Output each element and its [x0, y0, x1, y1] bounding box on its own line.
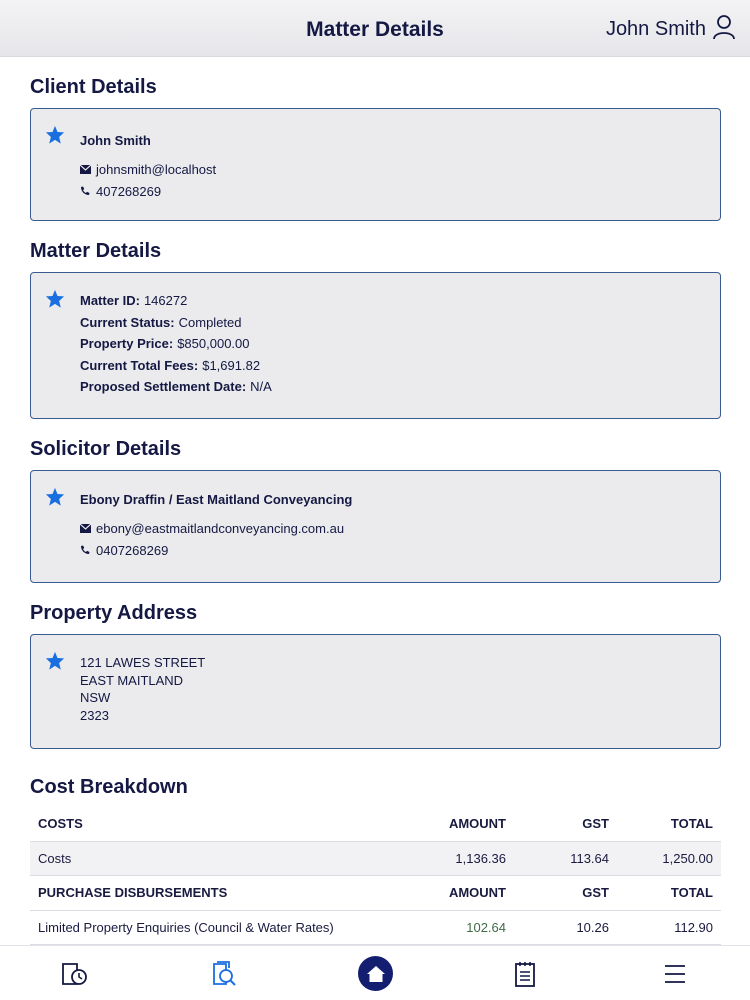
- page-title: Matter Details: [306, 18, 444, 41]
- client-name: John Smith: [80, 132, 151, 148]
- settlement-row: [80, 376, 272, 398]
- column-header: AMOUNT: [448, 816, 506, 831]
- envelope-icon: [80, 524, 92, 533]
- address-line-1: 121 LAWES STREET: [80, 655, 206, 670]
- client-phone[interactable]: 407268269: [96, 183, 162, 199]
- table-cell: Limited Property Enquiries (Council & Water Rates): [38, 919, 334, 935]
- client-phone-row[interactable]: [80, 181, 216, 203]
- solicitor-details-card: [30, 470, 721, 583]
- matter-details-card: [30, 272, 721, 419]
- matter-id-label: Matter ID:: [80, 293, 140, 309]
- bottom-nav: [0, 945, 750, 1000]
- status-value: Completed: [178, 314, 242, 330]
- solicitor-email[interactable]: ebony@eastmaitlandconveyancing.com.au: [96, 521, 345, 537]
- star-icon[interactable]: [45, 125, 65, 149]
- envelope-icon: [80, 165, 92, 174]
- scroll-content[interactable]: [0, 57, 750, 945]
- cost-table: [30, 807, 721, 945]
- table-cell: 102.64: [466, 919, 506, 935]
- table-header-row: [30, 807, 721, 842]
- table-cell: 1,250.00: [662, 850, 713, 866]
- column-header: TOTAL: [670, 816, 713, 831]
- price-value: $850,000.00: [177, 336, 250, 352]
- client-email-row[interactable]: [80, 159, 216, 181]
- menu-icon[interactable]: [659, 958, 691, 990]
- address-line-4: 2323: [80, 707, 109, 723]
- user-name[interactable]: John Smith: [605, 18, 706, 40]
- fees-row: [80, 355, 272, 377]
- address-line-3: NSW: [80, 690, 111, 706]
- address-line-2: EAST MAITLAND: [80, 672, 184, 688]
- home-icon[interactable]: [358, 956, 393, 991]
- top-bar: [0, 0, 750, 57]
- settlement-label: Proposed Settlement Date:: [80, 379, 247, 395]
- column-header: GST: [582, 885, 609, 900]
- matter-id-row: [80, 290, 272, 312]
- phone-icon: [80, 186, 92, 196]
- table-cell: 112.90: [674, 919, 713, 935]
- table-header-row: [30, 876, 721, 911]
- user-icon[interactable]: [712, 14, 736, 45]
- solicitor-phone-row[interactable]: [80, 540, 352, 562]
- star-icon[interactable]: [45, 651, 65, 675]
- star-icon[interactable]: [45, 487, 65, 511]
- price-row: [80, 333, 272, 355]
- column-header: COSTS: [38, 816, 83, 831]
- status-row: [80, 312, 272, 334]
- solicitor-details-heading: Solicitor Details: [30, 438, 182, 460]
- user-account[interactable]: [606, 14, 736, 45]
- table-row: [30, 842, 721, 877]
- property-address-card: [30, 634, 721, 749]
- column-header: PURCHASE DISBURSEMENTS: [38, 885, 228, 900]
- client-email[interactable]: johnsmith@localhost: [96, 162, 217, 178]
- star-icon[interactable]: [45, 289, 65, 313]
- settlement-value: N/A: [250, 379, 272, 395]
- table-cell: Costs: [38, 850, 72, 866]
- solicitor-phone[interactable]: 0407268269: [96, 542, 169, 558]
- column-header: TOTAL: [670, 885, 713, 900]
- solicitor-name: Ebony Draffin / East Maitland Conveyancing: [80, 491, 353, 507]
- property-address-heading: Property Address: [30, 602, 198, 624]
- fees-label: Current Total Fees:: [80, 357, 199, 373]
- fees-value: $1,691.82: [202, 357, 261, 373]
- table-cell: 113.64: [570, 850, 609, 866]
- price-label: Property Price:: [80, 336, 174, 352]
- client-details-heading: Client Details: [30, 76, 157, 98]
- client-details-card: [30, 108, 721, 221]
- solicitor-email-row[interactable]: [80, 518, 352, 540]
- notepad-icon[interactable]: [509, 958, 541, 990]
- table-cell: 1,136.36: [455, 850, 506, 866]
- cost-breakdown-heading: Cost Breakdown: [30, 776, 188, 798]
- table-cell: 10.26: [576, 919, 609, 935]
- status-label: Current Status:: [80, 314, 175, 330]
- matter-id-value: 146272: [143, 293, 188, 309]
- column-header: GST: [582, 816, 609, 831]
- history-icon[interactable]: [58, 958, 90, 990]
- table-row: [30, 911, 721, 946]
- matter-details-heading: Matter Details: [30, 240, 162, 262]
- document-search-icon[interactable]: [208, 958, 240, 990]
- column-header: AMOUNT: [448, 885, 506, 900]
- phone-icon: [80, 545, 92, 555]
